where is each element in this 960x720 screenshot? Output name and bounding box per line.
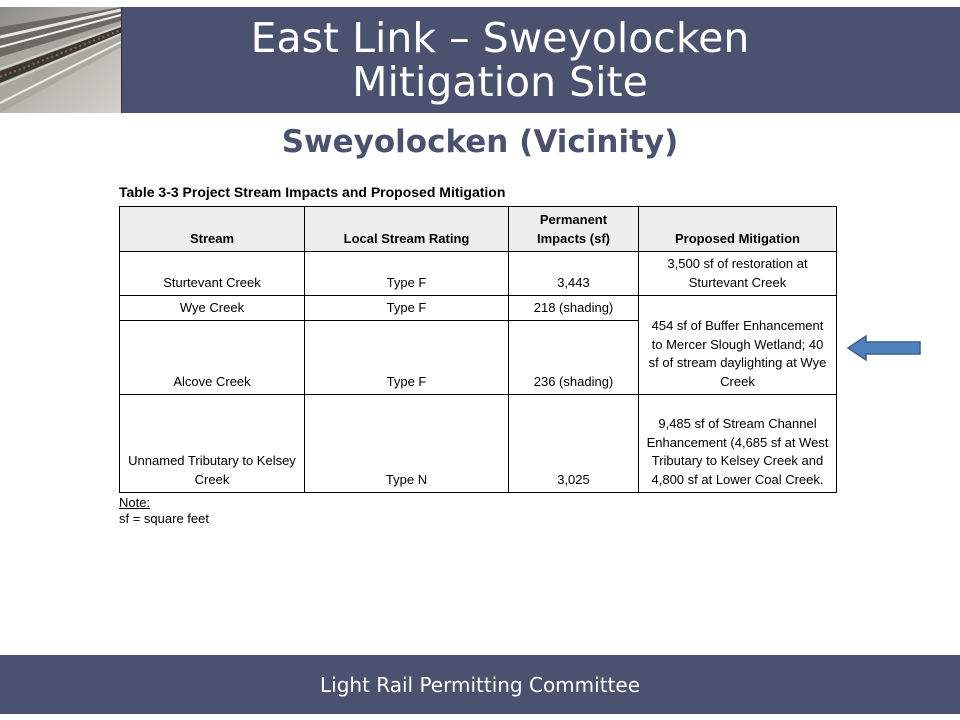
rail-track-image — [0, 7, 121, 113]
cell-rating: Type F — [305, 321, 509, 395]
left-arrow-icon — [846, 334, 924, 362]
table-caption: Table 3-3 Project Stream Impacts and Proposed Mitigation — [119, 184, 506, 200]
column-header-rating: Local Stream Rating — [305, 207, 509, 252]
rail-track-photo — [0, 7, 122, 113]
stream-impacts-table — [119, 206, 837, 493]
cell-rating: Type F — [305, 296, 509, 321]
cell-stream: Sturtevant Creek — [120, 252, 305, 296]
column-header-impacts: Permanent Impacts (sf) — [509, 207, 639, 252]
table-row — [120, 296, 837, 321]
slide-subtitle: Sweyolocken (Vicinity) — [281, 124, 679, 160]
cell-impacts: 3,025 — [509, 395, 639, 493]
slide-title-text: East Link – Sweyolocken Mitigation Site — [250, 14, 750, 106]
table-row — [120, 395, 837, 493]
cell-stream: Unnamed Tributary to Kelsey Creek — [120, 395, 305, 493]
cell-mitigation: 454 sf of Buffer Enhancement to Mercer Slough Wetland; 40 sf of stream daylighting at Wye Creek — [639, 296, 837, 395]
table-row — [120, 252, 837, 296]
note-text: sf = square feet — [119, 511, 209, 526]
cell-impacts: 218 (shading) — [509, 296, 639, 321]
cell-stream: Wye Creek — [120, 296, 305, 321]
slide-title — [121, 7, 879, 113]
cell-mitigation: 3,500 sf of restoration at Sturtevant Creek — [639, 252, 837, 296]
footer-text: Light Rail Permitting Committee — [320, 672, 640, 697]
table-header-row — [120, 207, 837, 252]
cell-rating: Type N — [305, 395, 509, 493]
cell-rating: Type F — [305, 252, 509, 296]
cell-impacts: 236 (shading) — [509, 321, 639, 395]
note-label: Note: — [119, 495, 151, 510]
column-header-stream: Stream — [120, 207, 305, 252]
cell-impacts: 3,443 — [509, 252, 639, 296]
column-header-mitigation: Proposed Mitigation — [639, 207, 837, 252]
cell-stream: Alcove Creek — [120, 321, 305, 395]
cell-mitigation: 9,485 sf of Stream Channel Enhancement (4,685 sf at West Tributary to Kelsey Creek and 4,800 sf at Lower Coal Creek. — [639, 395, 837, 493]
